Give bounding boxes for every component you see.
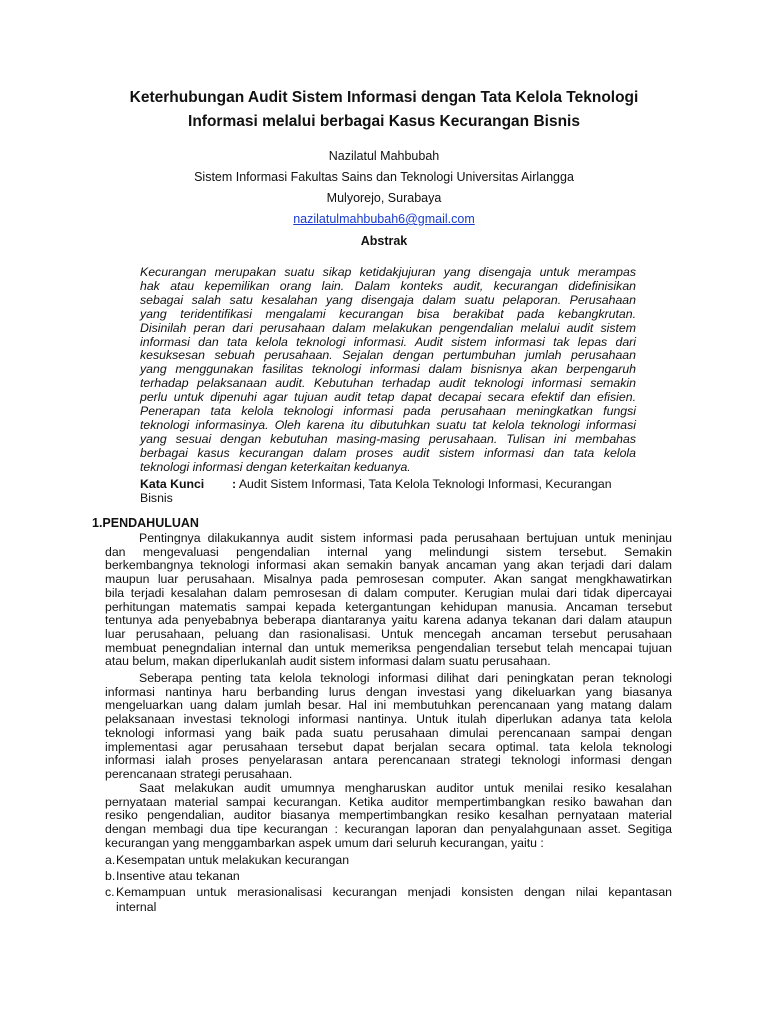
list-item-line: internal <box>116 900 157 915</box>
abstract-line: sebagai salah satu kesalahan yang disengaja dalam suatu pelaporan. Perusahaan <box>140 292 636 307</box>
paragraph-line: tentunya ada penyebabnya beberapa diantaranya yaitu karena adanya tekanan dari dalam ataupun <box>105 613 672 628</box>
paragraph-line: Pentingnya dilakukannya audit sistem informasi pada perusahaan bertujuan untuk meninjau <box>139 531 672 545</box>
section-heading-pendahuluan: 1.PENDAHULUAN <box>92 516 199 530</box>
paragraph-line: kecurangan yang menggambarkan aspek umum dari seluruh kecurangan, yaitu : <box>105 835 544 850</box>
list-marker: c. <box>105 884 115 899</box>
keywords-colon: : <box>232 477 237 491</box>
abstract-line: Kecurangan merupakan suatu sikap ketidakjujuran yang disengaja untuk merampas <box>140 265 636 279</box>
paragraph-line: luar perusahaan, peluang dan rasionalisasi. Untuk mencegah ancaman tersebut perusahaan <box>105 626 672 641</box>
abstract-line: Disinilah peran dari perusahaan dalam melakukan pengendalian melalui audit sistem <box>140 320 636 335</box>
keywords-label: Kata Kunci <box>140 477 205 491</box>
abstract-line: perlu untuk dipenuhi agar tujuan audit tetap dapat decapai secara efektif dan efisien. <box>140 390 636 405</box>
list-item <box>105 853 672 869</box>
paragraph-line: dan mengevaluasi pengendalian internal yang melindungi sistem tersebut. Semakin <box>105 544 672 559</box>
keywords-block <box>140 477 640 505</box>
author-email-link[interactable]: nazilatulmahbubah6@gmail.com <box>293 212 475 226</box>
author-name: Nazilatul Mahbubah <box>328 149 440 163</box>
abstract-line: informasi dan tata kelola teknologi informasi. Audit sistem informasi tak lepas dari <box>140 334 636 349</box>
list-item-text <box>116 885 672 917</box>
abstract-line: yang menggunakan fasilitas teknologi informasi dalam bisnisnya akan berpengaruh <box>140 362 636 377</box>
abstract-line: teknologi informasinya. Oleh karena itu dibutuhkan suatu tat kelola teknologi informasi <box>140 417 636 432</box>
list-item <box>105 885 672 917</box>
list-item-text <box>116 853 672 869</box>
abstract-body <box>140 266 636 475</box>
paragraph-line: Saat melakukan audit umumnya mengharuskan auditor untuk menilai resiko kesalahan <box>139 781 672 795</box>
paragraph-1 <box>105 532 672 669</box>
paper-title-line-1: Keterhubungan Audit Sistem Informasi dengan Tata Kelola Teknologi <box>129 89 639 106</box>
paragraph-line: resiko pengendalian, auditor biasanya mempertimbangkan resiko kesalhan pernyataan material <box>105 808 672 823</box>
paragraph-line: maupun luar perusahaan. Misalnya pada pemrosesan computer. Akan sangat mengkhawatirkan <box>105 572 672 587</box>
fraud-triangle-list <box>105 853 672 916</box>
abstract-line: hak atau kepemilikan orang lain. Dalam konteks audit, kecurangan didefinisikan <box>140 278 636 293</box>
paragraph-line: atau belum, makan diperlukanlah audit sistem informasi dalam suatu perusahaan. <box>105 654 551 669</box>
paragraph-2 <box>105 672 672 782</box>
list-marker: b. <box>105 868 116 883</box>
paragraph-line: pelaksanaan investasi teknologi informasi nantinya. Untuk itulah diperlukan adanya tata kelola <box>105 712 672 727</box>
list-item-line: Insentive atau tekanan <box>116 868 240 883</box>
paragraph-line: berkembangnya teknologi informasi akan semakin banyak ancaman yang akan terjadi dari dalam <box>105 558 672 573</box>
keywords-value-line-1: Audit Sistem Informasi, Tata Kelola Teknologi Informasi, Kecurangan <box>238 477 612 491</box>
paragraph-line: Seberapa penting tata kelola teknologi informasi dilihat dari peningkatan peran teknologi <box>139 671 672 685</box>
list-item-line: Kesempatan untuk melakukan kecurangan <box>116 853 350 867</box>
abstract-line: berbagai kasus kecurangan dalam proses audit sistem informasi dan tata kelola <box>140 445 636 460</box>
paragraph-line: dengan membagi dua tipe kecurangan : kecurangan laporan dan penyalahgunaan asset. Segitiga <box>105 822 672 837</box>
author-location: Mulyorejo, Surabaya <box>326 191 442 205</box>
list-item <box>105 869 672 885</box>
author-affiliation: Sistem Informasi Fakultas Sains dan Teknologi Universitas Airlangga <box>194 170 574 184</box>
paragraph-line: pernyataan material sampai kecurangan. Ketika auditor mempertimbangkan resiko bawahan dan <box>105 794 672 809</box>
list-marker: a. <box>105 853 116 867</box>
paragraph-line: informasi nantinya haru berbanding lurus dengan investasi yang dikeluarkan yang biasanya <box>105 684 672 699</box>
list-item-text <box>116 869 672 885</box>
paragraph-line: perencanaan strategi perusahaan. <box>105 766 293 781</box>
abstract-line: kesuksesan sebuah perusahaan. Sejalan dengan pertumbuhan jumlah perusahaan <box>140 348 636 363</box>
abstract-heading: Abstrak <box>360 234 408 248</box>
paragraph-line: mengeluarkan uang dalam jumlah besar. Hal ini membutuhkan perencanaan yang matang dalam <box>105 698 672 713</box>
paragraph-line: membuat penegndalian internal dan untuk memeriksa pengendalian tersebut telah mencapai tujuan <box>105 640 672 655</box>
paragraph-line: perhitungan matematis sampai kepada ketergantungan kehidupan manusia. Ancaman tersebut <box>105 599 672 614</box>
keywords-value-line-2: Bisnis <box>140 491 173 505</box>
paragraph-3 <box>105 782 672 851</box>
abstract-line: teknologi informasi dengan keterkaitan keduanya. <box>140 459 411 474</box>
paper-title-line-2: Informasi melalui berbagai Kasus Kecurangan Bisnis <box>188 113 580 130</box>
paragraph-line: teknologi informasi yang baik pada suatu perusahaan dimulai perencanaan sampai dengan <box>105 725 672 740</box>
paragraph-line: informasi ialah proses penyelarasan antara perencanaan strategi teknologi informasi dengan <box>105 753 672 768</box>
abstract-line: Penerapan tata kelola teknologi informasi pada perusahaan meningkatkan fungsi <box>140 404 636 419</box>
paragraph-line: implementasi agar perusahaan tersebut dapat berjalan secara optimal. tata kelola teknologi <box>105 739 672 754</box>
abstract-line: yang teridentifikasi mengalami kecurangan bisa berakibat pada kebangkrutan. <box>140 306 636 321</box>
abstract-line: yang sesuai dengan kebutuhan masing-masing perusahaan. Tulisan ini membahas <box>140 431 636 446</box>
list-item-line: Kemampuan untuk merasionalisasi kecurangan menjadi konsisten dengan nilai kepantasan <box>116 884 672 899</box>
abstract-line: terhadap pelaksanaan audit. Kebutuhan terhadap audit teknologi informasi semakin <box>140 376 636 391</box>
paragraph-line: bila terjadi kesalahan dalam pemrosesan di dalam computer. Kerugian mulai dari tidak dipercayai <box>105 585 672 600</box>
